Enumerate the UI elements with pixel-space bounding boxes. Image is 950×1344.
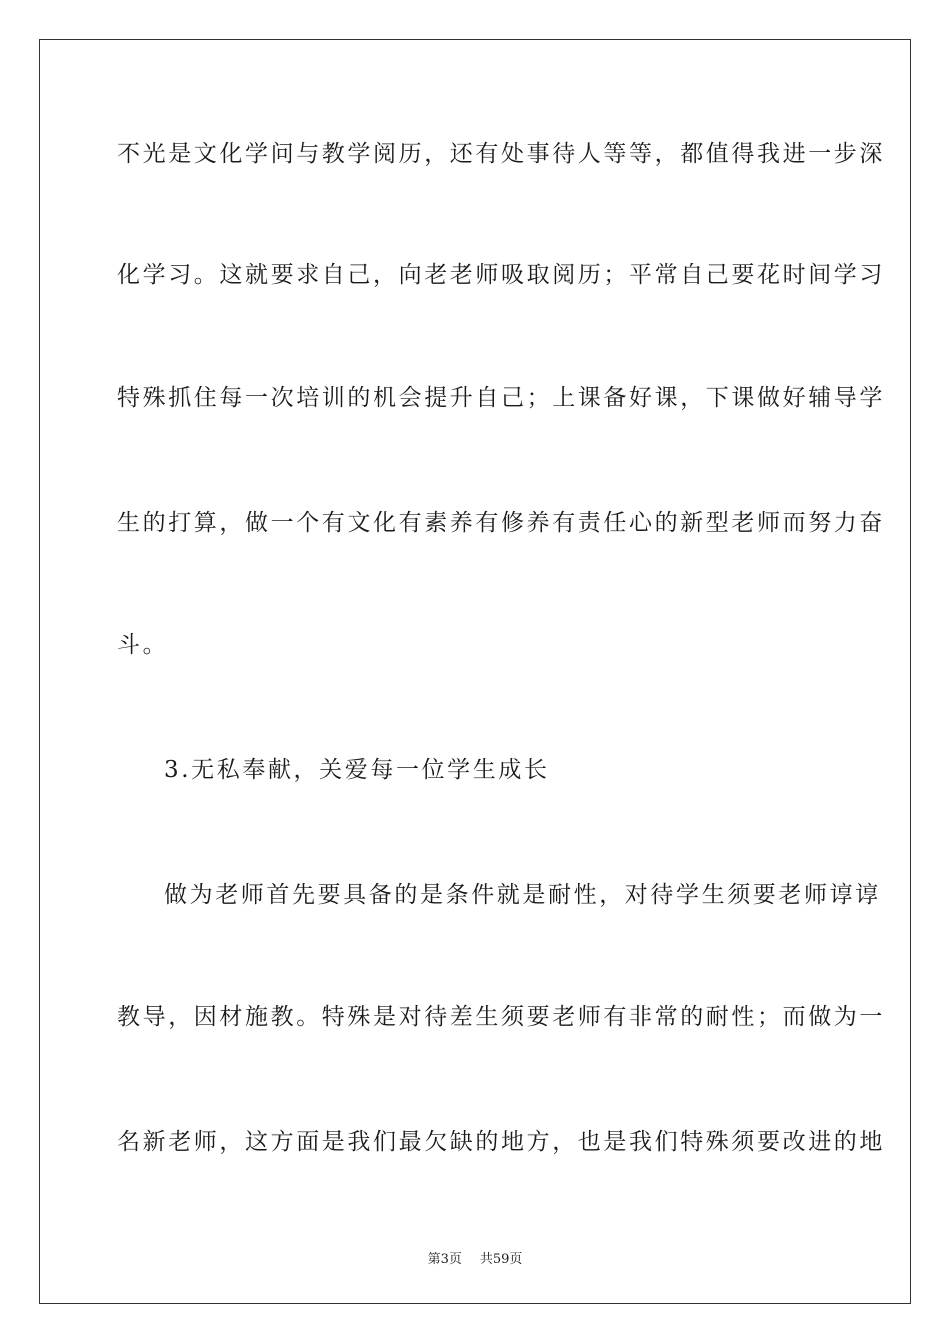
page-total: 共59页 bbox=[479, 1252, 523, 1267]
page-number: 第3页 bbox=[427, 1252, 462, 1267]
text-line: 斗。 bbox=[117, 632, 169, 658]
text-line: 化学习。这就要求自己，向老老师吸取阅历；平常自己要花时间学习 bbox=[117, 262, 885, 288]
text-line: 不光是文化学问与教学阅历，还有处事待人等等，都值得我进一步深 bbox=[117, 141, 885, 167]
text-line: 做为老师首先要具备的是条件就是耐性，对待学生须要老师谆谆 bbox=[164, 882, 881, 908]
text-line: 名新老师，这方面是我们最欠缺的地方，也是我们特殊须要改进的地 bbox=[117, 1129, 885, 1155]
page-footer bbox=[0, 1248, 950, 1267]
page-border bbox=[39, 39, 911, 1304]
text-line: 教导，因材施教。特殊是对待差生须要老师有非常的耐性；而做为一 bbox=[117, 1004, 885, 1030]
section-heading: 3.无私奉献，关爱每一位学生成长 bbox=[164, 757, 550, 783]
text-line: 生的打算，做一个有文化有素养有修养有责任心的新型老师而努力奋 bbox=[117, 510, 885, 536]
text-line: 特殊抓住每一次培训的机会提升自己；上课备好课，下课做好辅导学 bbox=[117, 385, 885, 411]
